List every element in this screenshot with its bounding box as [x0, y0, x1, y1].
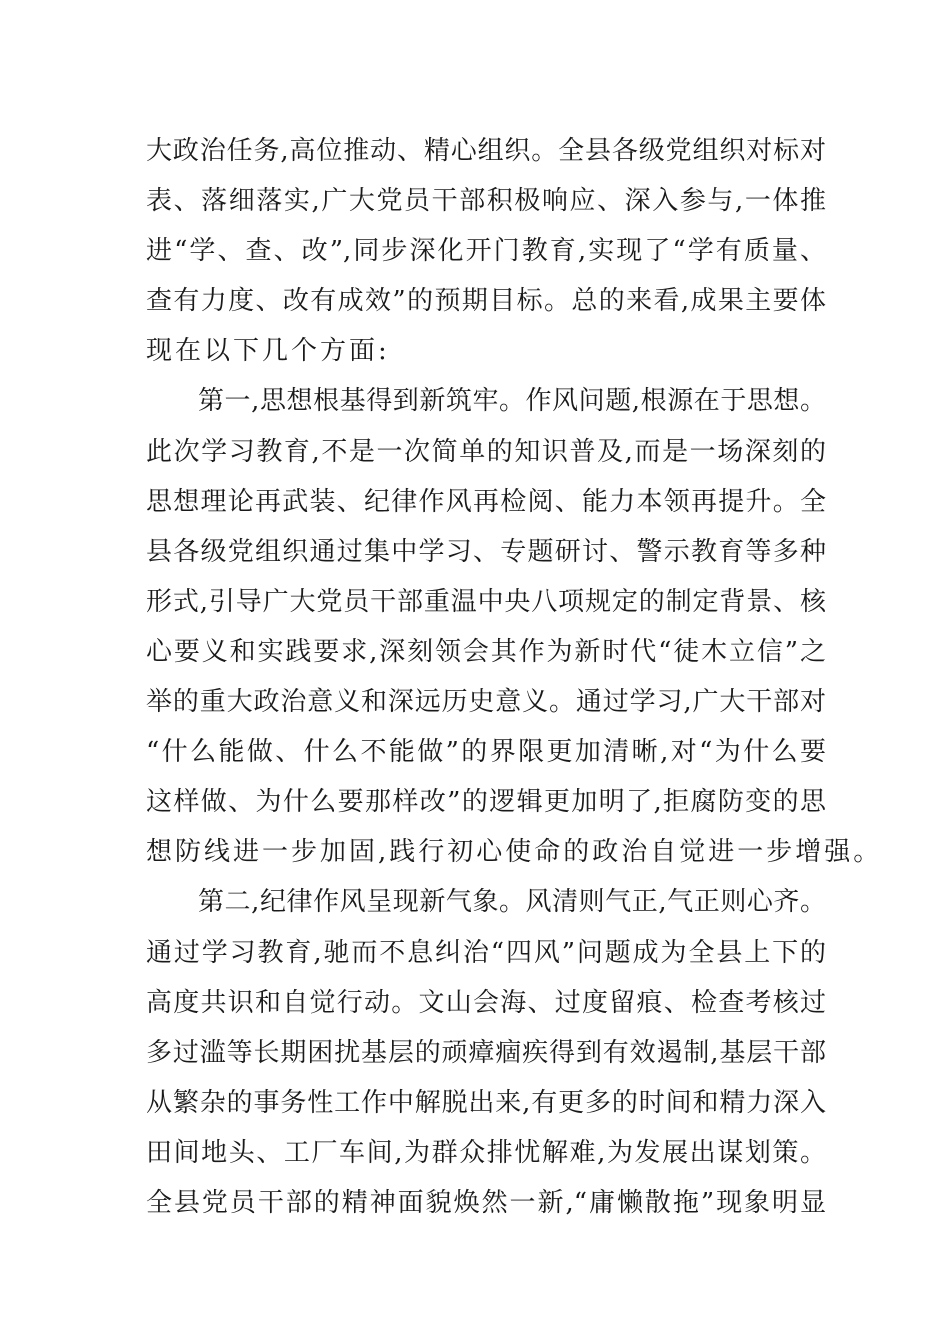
text-line: 现在以下几个方面:: [146, 336, 390, 367]
text-line: 心要义和实践要求,深刻领会其作为新时代“徒木立信”之: [146, 636, 826, 667]
text-line: 形式,引导广大党员干部重温中央八项规定的制定背景、核: [146, 586, 826, 617]
text-line: 表、落细落实,广大党员干部积极响应、深入参与,一体推: [146, 186, 826, 217]
paragraph-continuation: [146, 126, 826, 376]
text-line: 想防线进一步加固,践行初心使命的政治自觉进一步增强。: [146, 837, 883, 868]
text-line: 田间地头、工厂车间,为群众排忧解难,为发展出谋划策。: [146, 1137, 826, 1168]
paragraph-first-point: [146, 376, 883, 877]
text-line: 思想理论再武装、纪律作风再检阅、能力本领再提升。全: [146, 486, 826, 517]
text-line: 多过滥等长期困扰基层的顽瘴痼疾得到有效遏制,基层干部: [146, 1037, 826, 1068]
text-line: 举的重大政治意义和深远历史意义。通过学习,广大干部对: [146, 687, 826, 718]
text-line: 全县党员干部的精神面貌焕然一新,“庸懒散拖”现象明显: [146, 1187, 826, 1218]
body-text: [146, 126, 883, 1228]
text-line: 通过学习教育,驰而不息纠治“四风”问题成为全县上下的: [146, 937, 826, 968]
text-line: 这样做、为什么要那样改”的逻辑更加明了,拒腐防变的思: [146, 787, 826, 818]
text-line: 第二,纪律作风呈现新气象。风清则气正,气正则心齐。: [198, 887, 826, 918]
text-line: 从繁杂的事务性工作中解脱出来,有更多的时间和精力深入: [146, 1087, 826, 1118]
text-line: 查有力度、改有成效”的预期目标。总的来看,成果主要体: [146, 286, 826, 317]
text-line: 高度共识和自觉行动。文山会海、过度留痕、检查考核过: [146, 987, 826, 1018]
text-line: “什么能做、什么不能做”的界限更加清晰,对“为什么要: [146, 737, 826, 768]
text-line: 进“学、查、改”,同步深化开门教育,实现了“学有质量、: [146, 236, 826, 267]
text-line: 大政治任务,高位推动、精心组织。全县各级党组织对标对: [146, 136, 826, 166]
paragraph-second-point: [146, 877, 826, 1228]
text-line: 县各级党组织通过集中学习、专题研讨、警示教育等多种: [146, 536, 826, 567]
text-line: 第一,思想根基得到新筑牢。作风问题,根源在于思想。: [198, 386, 826, 417]
text-line: 此次学习教育,不是一次简单的知识普及,而是一场深刻的: [146, 436, 826, 467]
